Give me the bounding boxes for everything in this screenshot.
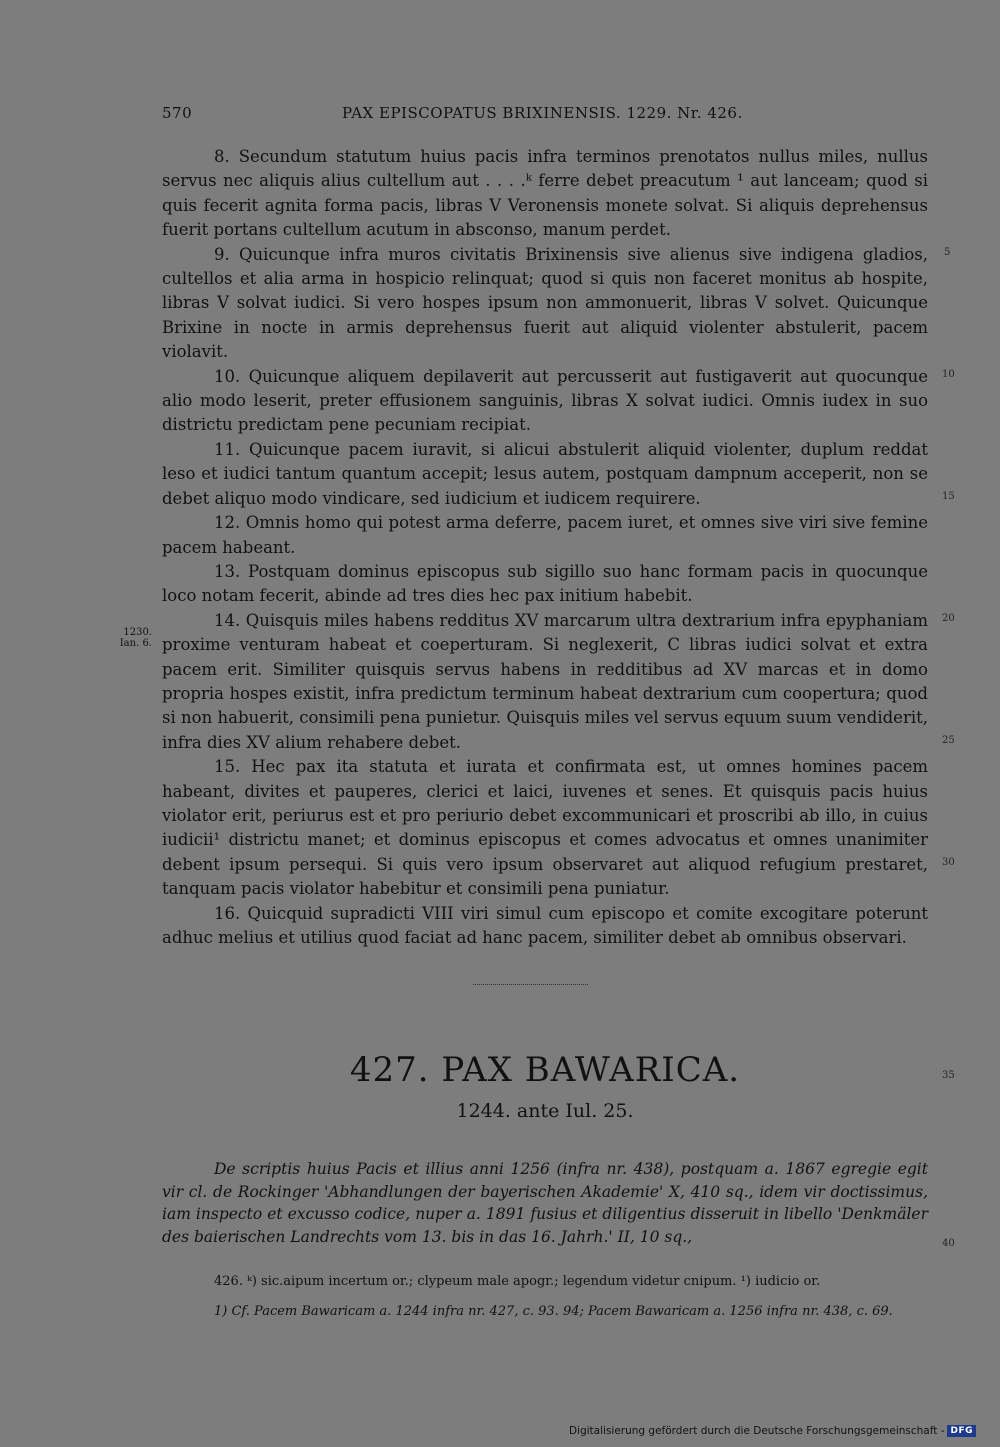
intro-paragraph: De scriptis huius Pacis et illius anni 1256 (infra nr. 438), postquam a. 1867 egregie egit vir cl. de Rockinger 'Abhandlungen der bayerischen Akademie' X, 410 sq., idem vir doctissimus, iam inspecto et excusso codice, nuper a. 1891 fusius et diligentius disseruit in libello 'Denkmäler des baierischen Landrechts vom 13. bis in das 16. Jahrh.' II, 10 sq.,	[162, 1160, 928, 1246]
line-number: 30	[942, 857, 955, 868]
margin-date	[112, 627, 152, 649]
line-number: 20	[942, 613, 955, 624]
line-number: 35	[942, 1070, 955, 1081]
document-date: 1244. ante Iul. 25.	[456, 1100, 634, 1122]
variant-note: 426. ᵏ) sic.aipum incertum or.; clypeum male apogr.; legendum videtur cnipum. ¹) iudicio or.	[214, 1274, 821, 1289]
document-title: 427. PAX BAWARICA.	[349, 1050, 741, 1090]
line-number: 40	[942, 1238, 955, 1249]
paragraph-14: 14. Quisquis miles habens redditus XV marcarum ultra dextrarium infra epyphaniam proxime venturam habeat et coeperturam. Si neglexerit, C libras iudici solvat et extra pacem erit. Similiter quisquis servus habens in redditibus ad XV marcas et in domo propria hospes existit, infra predictum terminum habeat dextrarium cum coopertura; quod si non habuerit, consimili pena punietur. Quisquis miles vel servus equum suum vendiderit, infra dies XV alium rehabere debet.	[162, 610, 928, 752]
line-number: 10	[942, 369, 955, 380]
digitization-footer	[569, 1425, 976, 1437]
line-number: 5	[944, 247, 951, 258]
line-number: 25	[942, 735, 955, 746]
footer-text: Digitalisierung gefördert durch die Deutsche Forschungsgemeinschaft -	[568, 1425, 945, 1437]
paragraph-13: 13. Postquam dominus episcopus sub sigillo suo hanc formam pacis in quocunque loco notam fecerit, abinde ad tres dies hec pax initium habebit.	[162, 561, 928, 606]
paragraph-16: 16. Quicquid supradicti VIII viri simul cum episcopo et comite excogitare poterunt adhuc melius et utilius quod faciat ad hanc pacem, similiter debet ab omnibus observari.	[162, 903, 928, 947]
margin-date-year: 1230.	[123, 627, 152, 638]
paragraph-12: 12. Omnis homo qui potest arma deferre, pacem iuret, et omnes sive viri sive femine pacem habeant.	[162, 513, 928, 557]
paragraph-11: 11. Quicunque pacem iuravit, si alicui abstulerit aliquid violenter, duplum reddat leso et iudici tantum quantum accepit; lesus autem, postquam dampnum acceperit, non se debet aliquo modo vindicare, sed iudicium et iudicem requirere.	[162, 439, 928, 508]
footnote-1: 1) Cf. Pacem Bawaricam a. 1244 infra nr. 427, c. 93. 94; Pacem Bawaricam a. 1256 infra nr. 438, c. 69.	[214, 1304, 893, 1319]
paragraph-9: 9. Quicunque infra muros civitatis Brixinensis sive alienus sive indigena gladios, cultellos et alia arma in hospicio relinquat; quod si quis non faceret monitus ab hospite, libras V solvat iudici. Si vero hospes ipsum non ammonuerit, libras V solvet. Quicunque Brixine in nocte in armis deprehensus fuerit aut aliquid violenter abstulerit, pacem violavit.	[162, 244, 928, 362]
line-number: 15	[942, 491, 955, 502]
running-title: PAX EPISCOPATUS BRIXINENSIS. 1229. Nr. 426.	[342, 104, 743, 122]
main-text	[162, 145, 928, 950]
margin-date-day: Ian. 6.	[119, 638, 152, 649]
paragraph-10: 10. Quicunque aliquem depilaverit aut percusserit aut fustigaverit aut quocunque alio modo leserit, preter effusionem sanguinis, libras X solvat iudici. Omnis iudex in suo districtu predictam pene pecuniam recipiat.	[162, 366, 928, 435]
paragraph-15: 15. Hec pax ita statuta et iurata et confirmata est, ut omnes homines pacem habeant, divites et pauperes, clerici et laici, iuvenes et senes. Et quisquis pacis huius violator erit, periurus est et pro periurio debet excommunicari et proscribi ab illo, in cuius iudicii¹ districtu manet; et dominus episcopus et comes advocatus et omnes unanimiter debent ipsum persequi. Si quis vero ipsum observaret aut aliquod refugium prestaret, tanquam pacis violator habebitur et consimili pena puniatur.	[162, 757, 928, 899]
document-intro	[162, 1158, 928, 1248]
section-separator	[473, 984, 588, 985]
footnotes	[162, 1272, 928, 1322]
paragraph-8: 8. Secundum statutum huius pacis infra terminos prenotatos nullus miles, nullus servus nec aliquis alius cultellum aut . . . .ᵏ ferre debet preacutum ¹ aut lanceam; quod si quis fecerit agnita forma pacis, libras V Veronensis monete solvat. Si aliquis deprehensus fuerit portans cultellum acutum in absconso, manum perdet.	[162, 147, 928, 240]
dfg-logo: DFG	[947, 1425, 976, 1437]
page-number: 570	[162, 104, 193, 122]
